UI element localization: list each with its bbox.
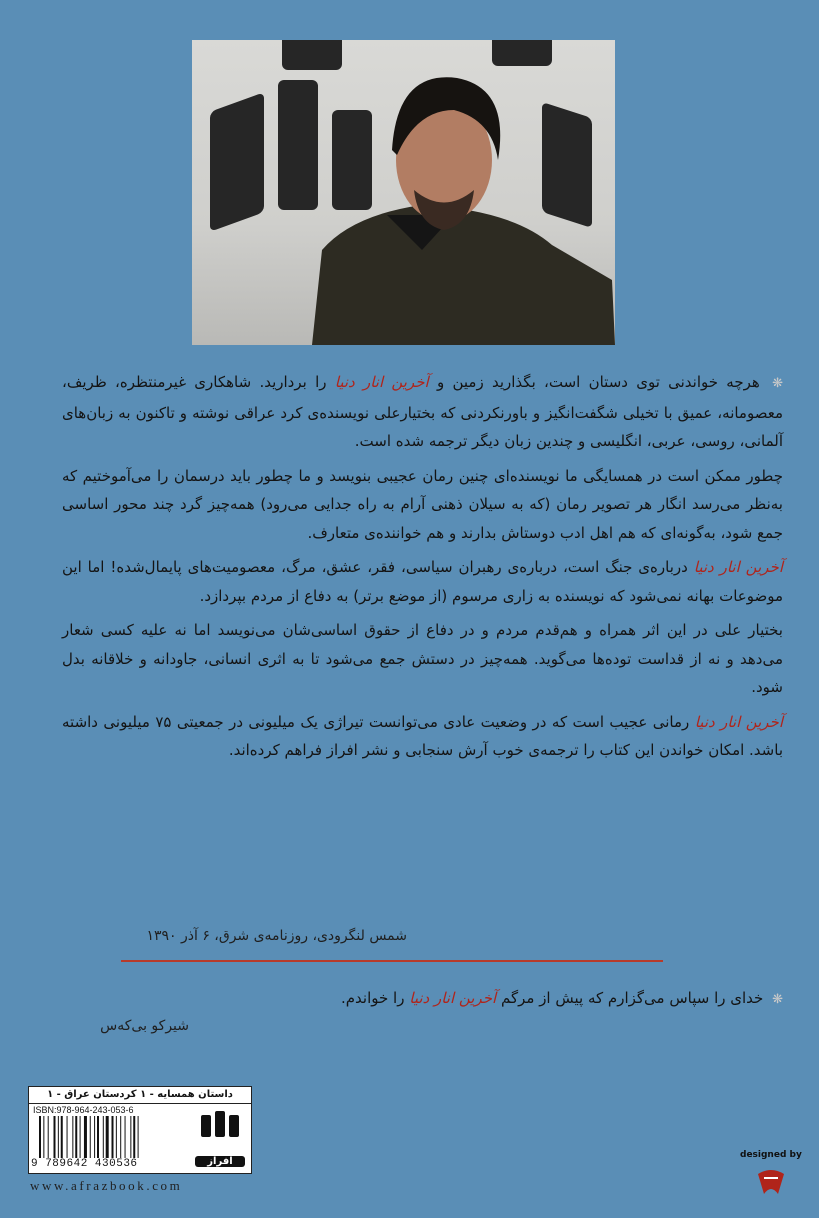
barcode-bar — [75, 1116, 77, 1158]
back-cover-text — [62, 368, 783, 765]
barcode-bar — [43, 1116, 44, 1158]
paragraph-1 — [62, 368, 783, 456]
barcode-bar — [67, 1116, 68, 1158]
barcode-bar — [138, 1116, 139, 1158]
quote-signature: شیرکو بی‌کەس — [100, 1018, 189, 1034]
barcode-bar — [125, 1116, 126, 1158]
book-title: آخرین انار دنیا — [693, 558, 783, 576]
paragraph-5 — [62, 708, 783, 765]
barcode-bar — [97, 1116, 99, 1158]
barcode-bar — [84, 1116, 87, 1158]
text-run: درباره‌ی جنگ است، درباره‌ی رهبران سیاسی، فقر، عشق، مرگ، معصومیت‌های پایمال‌شده! اما این موضوعات بهانه نمی‌شود که نویسنده به زاری مرسوم (از موضع برتر) به دفاع از مردم بپردازد. — [62, 558, 783, 605]
paragraph-2: چطور ممکن است در همسایگی ما نویسنده‌ای چنین رمان عجیبی بنویسد و ما چطور باید درسمان را می‌آموختیم که به‌نظر می‌رسد انگار هر تصویر رمان (که به سیلان ذهنی آرام به راه جدایی می‌رود) همه‌چیز گرد چند محور اساسی جمع شود، به‌گونه‌ای که هم اهل ادب دوستاش بدارند و هم خواننده‌ی متعارف. — [62, 466, 783, 542]
barcode-bar — [116, 1116, 117, 1158]
barcode-box — [28, 1086, 252, 1174]
author-photo — [192, 40, 615, 345]
book-title: آخرین انار دنیا — [694, 712, 784, 731]
barcode-bar — [103, 1116, 104, 1158]
logo-block — [215, 1111, 225, 1137]
designer-label: designed by — [740, 1150, 802, 1160]
barcode-bar — [112, 1116, 114, 1158]
paragraph-3 — [62, 553, 783, 610]
text-run: را بردارید. شاهکاری غیرمنتظره، ظریف، معصومانه، عمیق با تخیلی شگفت‌انگیز و باورنکردنی که بختیارعلی نویسنده‌ی کرد عراقی نوشته و تاکنون به زبان‌های آلمانی، روسی، عربی، انگلیسی و چندین زبان دیگر ترجمه شده است. — [62, 373, 783, 450]
bullet-icon: ❋ — [772, 992, 783, 1007]
designer-logo-icon — [754, 1164, 788, 1198]
barcode-bar — [90, 1116, 91, 1158]
barcode-bar — [130, 1116, 131, 1158]
bullet-icon: ❋ — [772, 376, 783, 391]
barcode-bar — [120, 1116, 121, 1158]
text-run: هرچه خواندنی توی دستان است، بگذارید زمین و — [436, 373, 760, 391]
review-signature: شمس لنگرودی، روزنامه‌ی شرق، ۶ آذر ۱۳۹۰ — [146, 928, 407, 944]
text-run: رمانی عجیب است که در وضعیت عادی می‌توانست تیراژی یک میلیونی در جمعیتی ۷۵ میلیونی داشته باشد. امکان خواندن این کتاب را ترجمه‌ی خوب آرش سنجابی و نشر افراز فراهم کرده‌اند. — [62, 712, 783, 759]
author-figure — [192, 40, 615, 345]
barcode-bar — [106, 1116, 109, 1158]
quote — [62, 984, 783, 1015]
barcode-bar — [133, 1116, 135, 1158]
barcode-bar — [72, 1116, 73, 1158]
book-title: آخرین انار دنیا — [409, 989, 497, 1007]
website-url[interactable]: www.afrazbook.com — [30, 1178, 183, 1193]
text-run: را خواندم. — [340, 989, 405, 1007]
series-label: داستان همسایه - ۱ کردستان عراق - ۱ — [29, 1087, 251, 1104]
barcode-bars — [33, 1116, 183, 1158]
designer-credit — [740, 1150, 802, 1160]
text-run: خدای را سپاس می‌گزارم که پیش از مرگم — [500, 989, 764, 1007]
divider-rule — [121, 960, 663, 962]
logo-block — [201, 1115, 211, 1137]
logo-block — [229, 1115, 239, 1137]
book-title: آخرین انار دنیا — [334, 373, 429, 391]
barcode-bar — [58, 1116, 59, 1158]
isbn-text: ISBN:978-964-243-053-6 — [33, 1105, 134, 1115]
barcode-bar — [94, 1116, 95, 1158]
barcode-bar — [61, 1116, 63, 1158]
barcode-bar — [80, 1116, 81, 1158]
barcode-bar — [54, 1116, 56, 1158]
paragraph-4: بختیار علی در این اثر همراه و هم‌قدم مردم و در دفاع از حقوق اساسی‌شان می‌نویسد اما نه علیه کسی شعار می‌دهد و نه از قداست توده‌ها می‌گوید. همه‌چیز در دستش جمع می‌شود تا به اثری انسانی، جاودانه و خلاقانه بدل شود. — [62, 621, 783, 696]
barcode-bar — [39, 1116, 41, 1158]
publisher-logo — [195, 1111, 245, 1167]
barcode-bar — [48, 1116, 49, 1158]
publisher-name: افراز — [195, 1156, 245, 1167]
isbn-digits: 9 789642 430536 — [31, 1158, 138, 1170]
